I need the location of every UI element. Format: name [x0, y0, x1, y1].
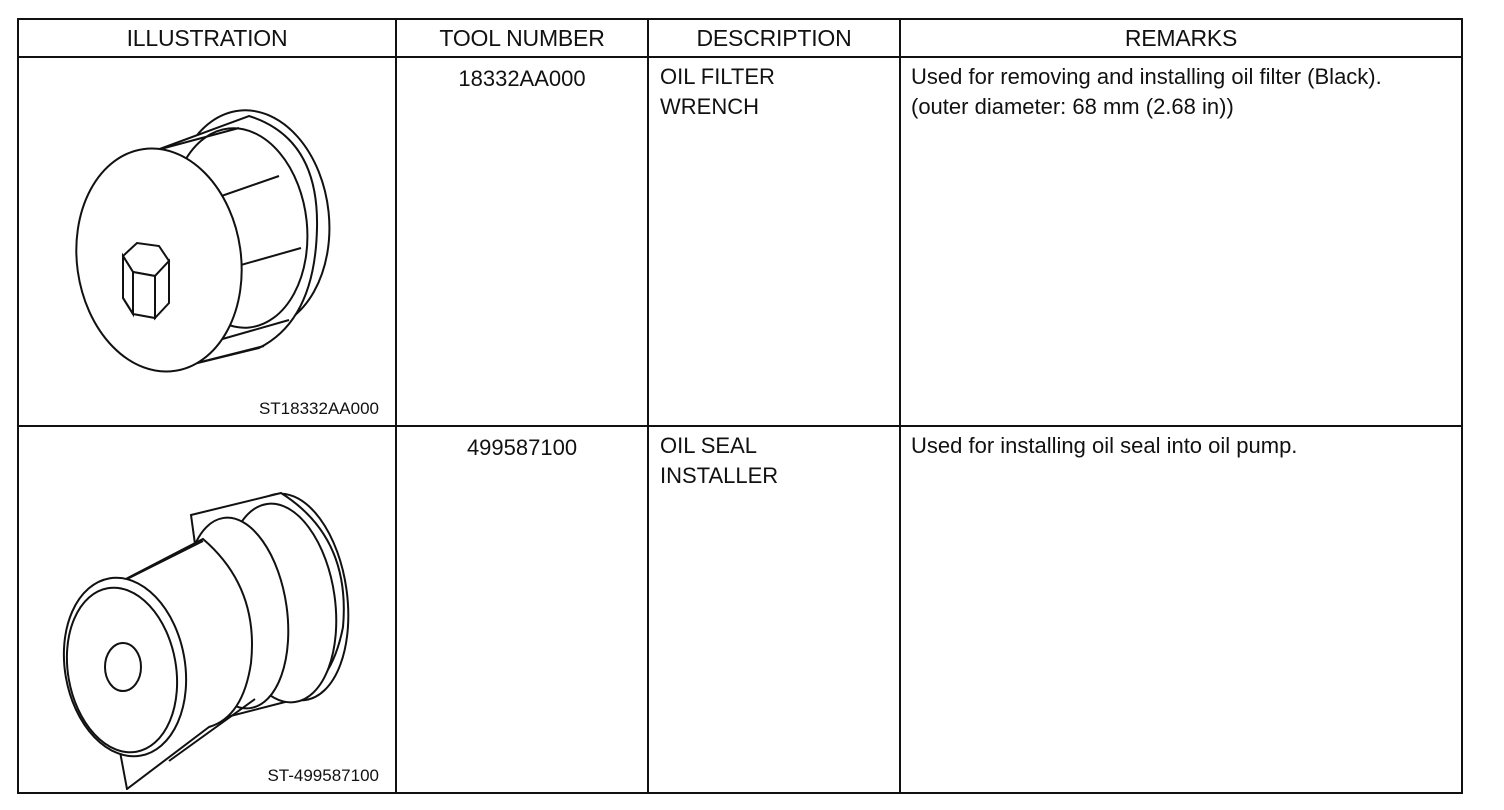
tool-number: 499587100 [466, 435, 578, 460]
remarks-line: Used for removing and installing oil filter (Black). [911, 64, 1382, 89]
header-illustration: ILLUSTRATION [18, 19, 396, 57]
tool-number-cell [396, 57, 648, 426]
description-cell [648, 57, 900, 426]
description-line: INSTALLER [660, 463, 779, 488]
remarks-cell [900, 57, 1462, 426]
tool-number: 18332AA000 [458, 66, 586, 91]
header-tool-number: TOOL NUMBER [396, 19, 648, 57]
illustration-code: ST18332AA000 [258, 399, 379, 418]
header-remarks: REMARKS [900, 19, 1462, 57]
illustration-code: ST-499587100 [267, 766, 379, 785]
remarks-cell [900, 426, 1462, 793]
description-line: OIL FILTER [660, 64, 775, 89]
illustration-cell [18, 426, 396, 793]
header-row [18, 19, 1462, 57]
description-line: OIL SEAL [660, 433, 758, 458]
header-description: DESCRIPTION [648, 19, 900, 57]
illustration-cell [18, 57, 396, 426]
special-tools-table [17, 18, 1463, 794]
remarks-line: Used for installing oil seal into oil pump. [911, 433, 1298, 458]
table-row [18, 57, 1462, 426]
tool-number-cell [396, 426, 648, 793]
oil-filter-wrench-illustration [19, 58, 393, 423]
table-row [18, 426, 1462, 793]
description-line: WRENCH [660, 94, 759, 119]
description-cell [648, 426, 900, 793]
remarks-line: (outer diameter: 68 mm (2.68 in)) [911, 94, 1234, 119]
oil-seal-installer-illustration [19, 427, 393, 790]
